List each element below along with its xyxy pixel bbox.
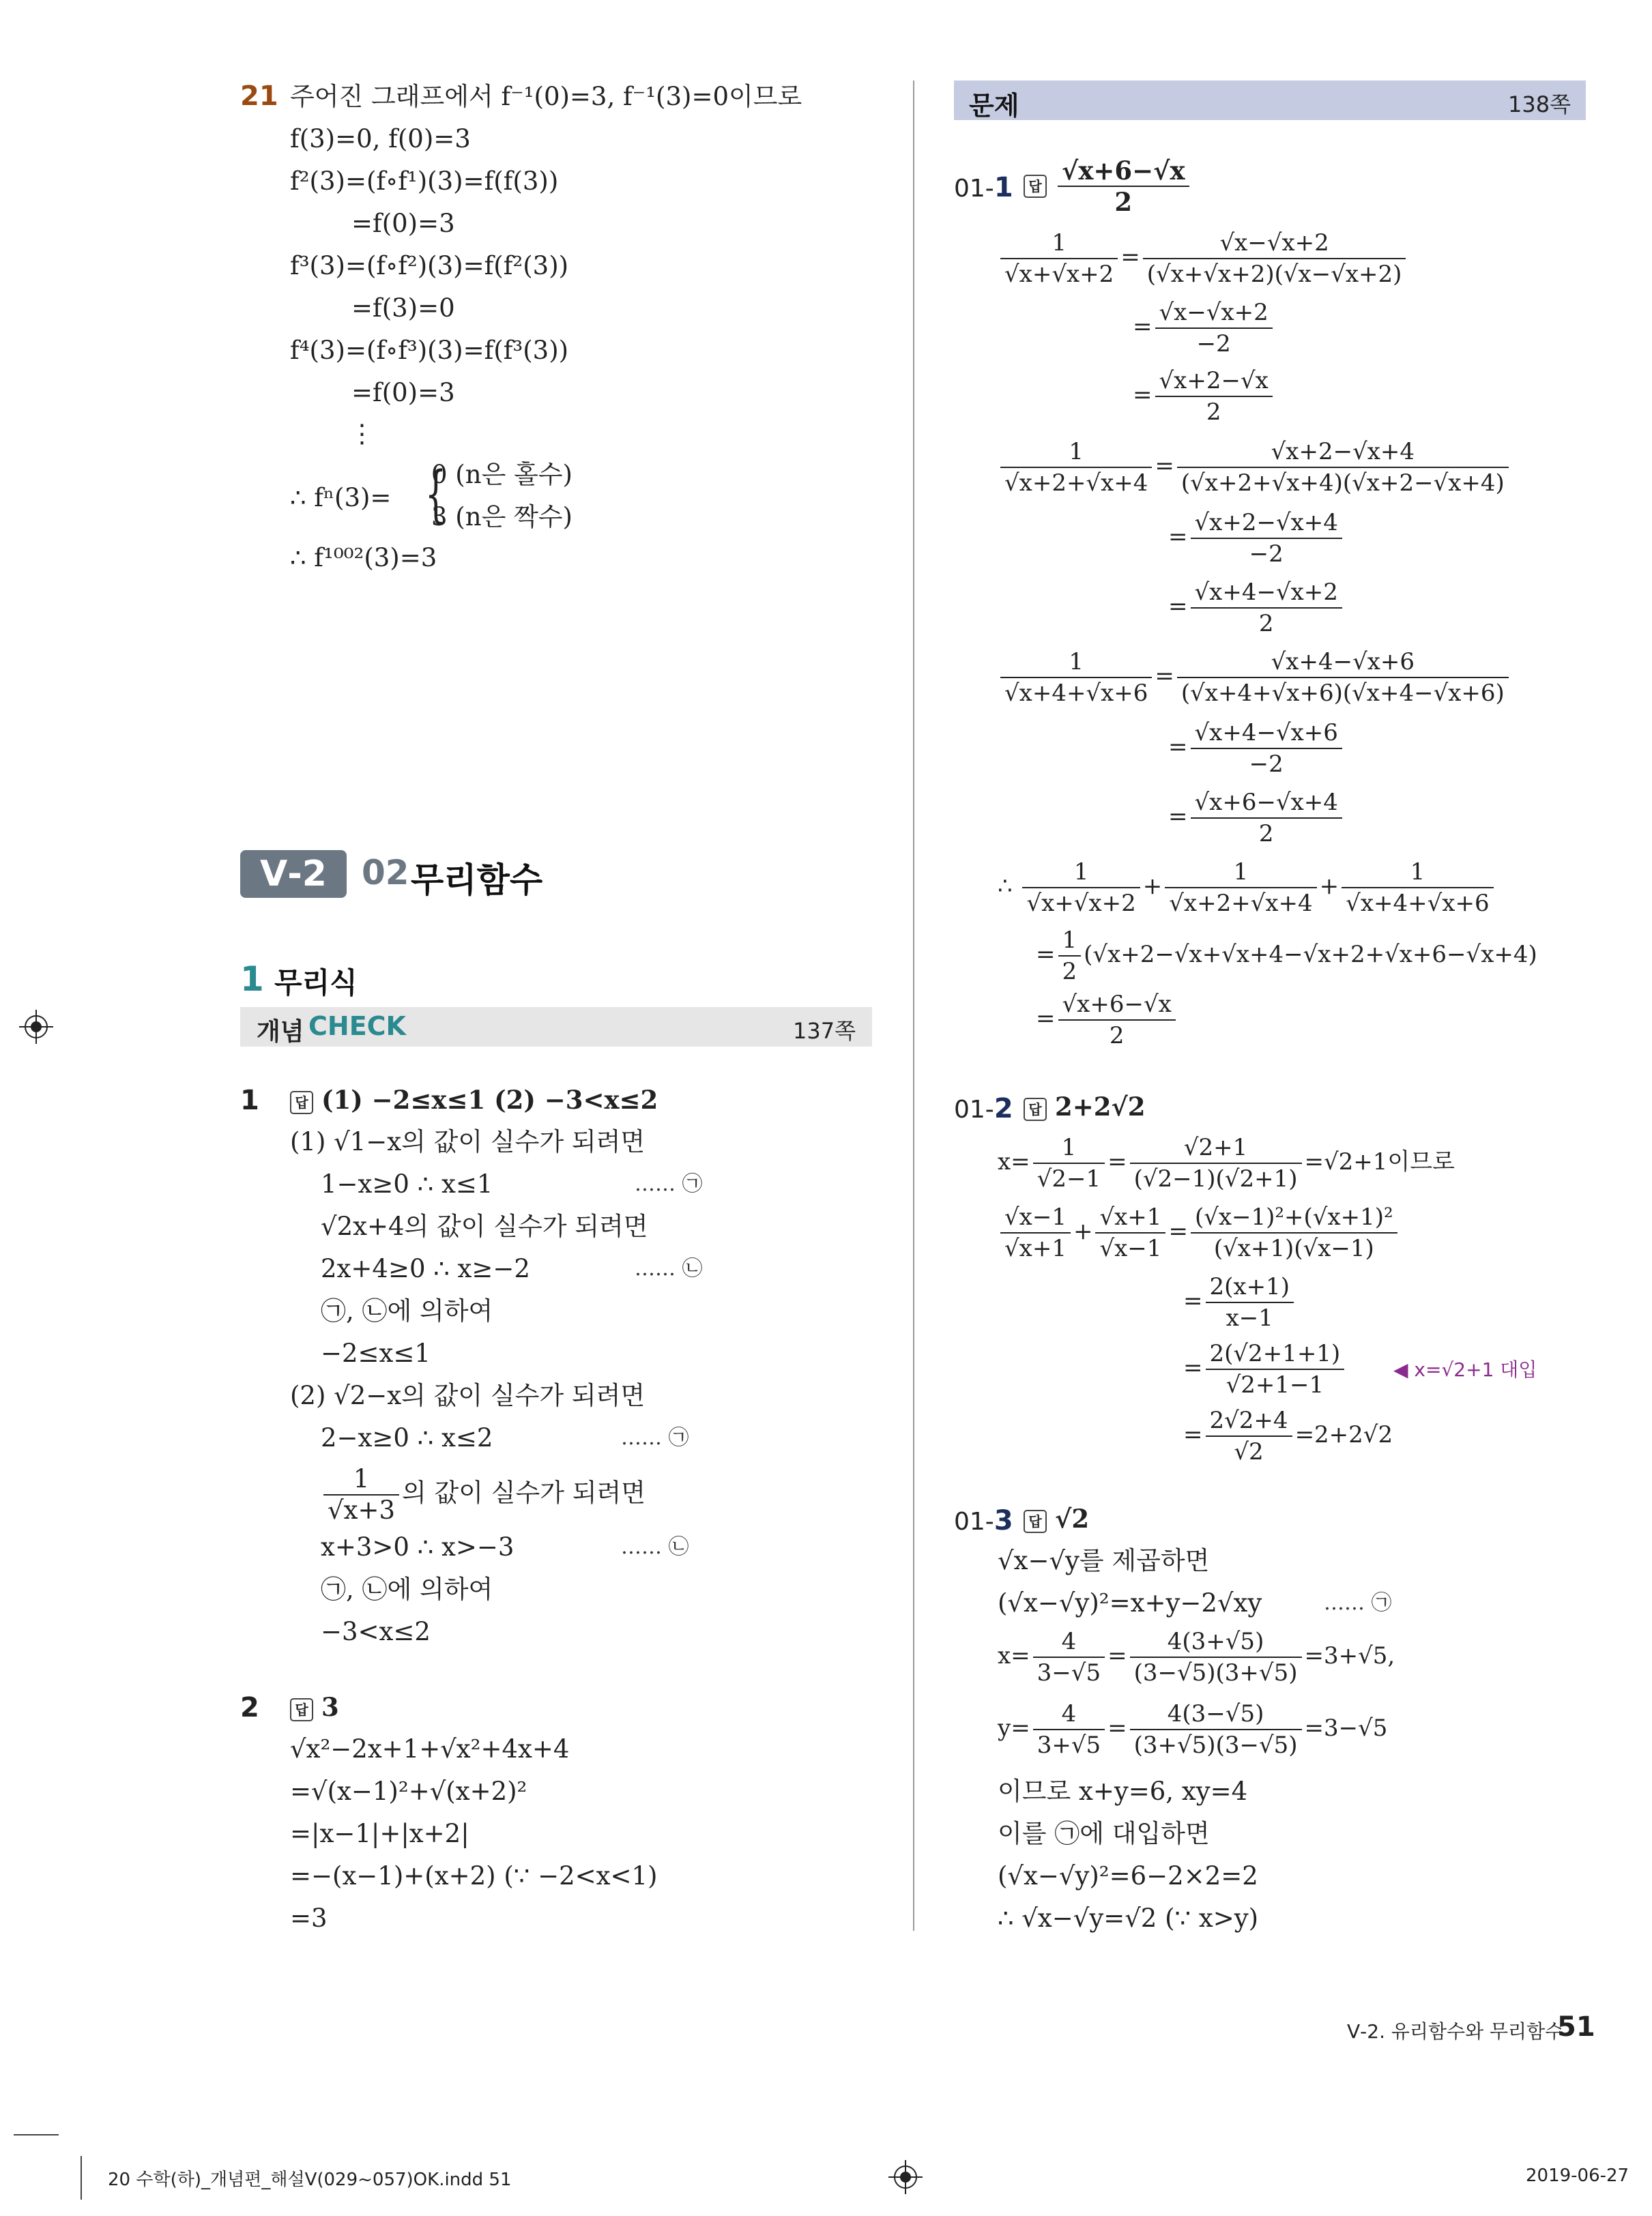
equation-row: $\frac{1}{√x+4+√x+6}$ = $\frac{√x+4-√x+6}{(√x+4+√x+6)(√x+4-√x+6)}$ [998,647,1511,708]
vertical-ellipsis: ⋮ [349,419,375,448]
math-line: (√x−√y)²=6−2×2=2 [998,1861,1258,1891]
equation-row: = $\frac{√x+2-√x+4}{-2}$ [1168,508,1345,569]
math-line: =|x−1|+|x+2| [290,1819,469,1848]
text-line: 주어진 그래프에서 f⁻¹(0)=3, f⁻¹(3)=0이므로 [290,82,802,111]
case-line: 0 (n은 홀수) [431,460,573,489]
text-line: ㉠, ㉡에 의하여 [321,1296,493,1326]
math-line: 2x+4≥0 ∴ x≥−2 [321,1254,530,1283]
equation-row: $\frac{1}{√x+2+√x+4}$ = $\frac{√x+2-√x+4}{(√x+2+√x+4)(√x+2-√x+4)}$ [998,437,1511,498]
column-divider [913,81,914,1931]
math-line: 2−x≥0 ∴ x≤2 [321,1423,493,1453]
crop-mark [14,2134,59,2135]
equation-row: = $\frac{√x-√x+2}{-2}$ [1133,297,1275,359]
math-line: ∴ fⁿ(3)= [290,483,392,512]
page-number: 51 [1557,2011,1595,2043]
problem-label: 01-2 [954,1093,1013,1124]
problem-label: 01-1 [954,172,1013,203]
concept-check-bar [240,1007,872,1047]
label-mark: …… ㉠ [1324,1591,1392,1615]
text-line: (2) √2−x의 값이 실수가 되려면 [290,1381,646,1410]
math-line: f⁴(3)=(f∘f³)(3)=f(f³(3)) [290,336,569,365]
text-line: 이를 ㉠에 대입하면 [998,1819,1210,1848]
equation-row: = $\frac{2√2+4}{√2}$ =2+2√2 [1183,1407,1393,1466]
brace-icon: { [424,458,447,530]
text-line: √x−√y를 제곱하면 [998,1546,1210,1575]
text-line: ㉠, ㉡에 의하여 [321,1575,493,1604]
math-line: f³(3)=(f∘f²)(3)=f(f²(3)) [290,251,569,280]
equation-row: = $\frac{√x+4-√x+6}{-2}$ [1168,718,1345,779]
equation-row: = $\frac{√x+2-√x}{2}$ [1133,366,1275,427]
answer-icon: 답 [1024,1510,1047,1533]
hint-note: ◀ x=√2+1 대입 [1393,1358,1537,1381]
math-line: =f(3)=0 [351,293,455,323]
math-line: ∴ √x−√y=√2 (∵ x>y) [998,1904,1259,1933]
registration-mark-icon [19,1010,53,1044]
answer-line [1024,1090,1146,1123]
problem-number: 1 [240,1085,259,1116]
text-line: √2x+4의 값이 실수가 되려면 [321,1212,648,1241]
math-line: −3<x≤2 [321,1617,431,1646]
equation-row: = $\frac{2(x+1)}{x-1}$ [1183,1272,1296,1333]
answer-text: 3 [321,1692,339,1722]
math-line: =f(0)=3 [351,378,455,407]
equation-row: $\frac{1}{√x+√x+2}$ = $\frac{√x-√x+2}{(√x+√x+2)(√x-√x+2)}$ [998,228,1408,289]
page-ref: 138쪽 [1508,91,1571,117]
subsection-title: 무리식 [274,966,358,1000]
answer-line [290,1691,339,1723]
equation-row: $\frac{√x-1}{√x+1}$ + $\frac{√x+1}{√x-1}$ = $\frac{\text{(√x−1)²+(√x+1)²}}{(√x+1)(√x-1)}$ [998,1202,1400,1264]
text-line: 이므로 x+y=6, xy=4 [998,1777,1248,1806]
equation-row: = $\frac{√x+6-√x+4}{2}$ [1168,787,1345,849]
header-title: 문제 [969,91,1019,121]
problem-number: 2 [240,1692,259,1723]
math-line: =f(0)=3 [351,209,455,238]
answer-icon: 답 [290,1698,313,1721]
answer-text: 2+2√2 [1055,1092,1146,1122]
equation-row: x= $\frac{1}{√2-1}$ = $\frac{√2+1}{(√2-1)(√2+1)}$ =√2+1이므로 [998,1134,1455,1193]
print-date: 2019-06-27 [1526,2166,1629,2186]
half-row: = $\frac{1}{2}$ (√x+2−√x+√x+4−√x+2+√x+6−√x+4) [1036,927,1537,985]
problem-header-bar [954,81,1586,120]
label-mark: …… ㉡ [635,1257,703,1281]
label-mark: …… ㉡ [621,1535,689,1559]
fraction-line: $\frac{1}{√x+3}$ 의 값이 실수가 되려면 [321,1464,646,1526]
equation-row: y= $\frac{4}{3+√5}$ = $\frac{4(3-√5)}{(3+√5)(3-√5)}$ =3−√5 [998,1700,1388,1759]
equation-row: = $\frac{2(√2+1+1)}{√2+1-1}$ [1183,1339,1347,1400]
problem-number: 21 [240,81,278,112]
text-line: (1) √1−x의 값이 실수가 되려면 [290,1127,646,1156]
check-label: CHECK [308,1011,406,1041]
math-line: √x²−2x+1+√x²+4x+4 [290,1734,570,1764]
label-mark: …… ㉠ [635,1172,703,1196]
sum-row: ∴ $\frac{1}{√x+√x+2}$ + $\frac{1}{√x+2+√x+4}$ + $\frac{1}{√x+4+√x+6}$ [998,857,1496,918]
answer-line [1024,1502,1089,1535]
case-line: 3 (n은 짝수) [431,502,573,531]
math-line: f²(3)=(f∘f¹)(3)=f(f(3)) [290,166,559,196]
page-ref: 137쪽 [793,1018,856,1044]
math-line: x+3>0 ∴ x>−3 [321,1532,515,1562]
answer-line: 답 $\frac{√x+6-√x}{2}$ [1024,156,1192,217]
answer-line [290,1083,658,1116]
answer-icon: 답 [1024,175,1047,198]
math-line: =3 [290,1904,328,1933]
equation-row: x= $\frac{4}{3-√5}$ = $\frac{4(3+√5)}{(3-√5)(3+√5)}$ =3+√5, [998,1628,1395,1687]
problem-label: 01-3 [954,1505,1013,1536]
answer-icon: 답 [1024,1098,1047,1121]
section-badge-label: Ⅴ-2 [259,854,327,894]
math-line: =√(x−1)²+√(x+2)² [290,1777,527,1806]
math-line: ∴ f¹⁰⁰²(3)=3 [290,543,437,572]
final-row: = $\frac{√x+6-√x}{2}$ [1036,989,1178,1051]
math-line: 1−x≥0 ∴ x≤1 [321,1169,493,1199]
math-line: (√x−√y)²=x+y−2√xy [998,1588,1262,1618]
math-line: −2≤x≤1 [321,1339,431,1368]
label-mark: …… ㉠ [621,1426,689,1450]
answer-text: (1) −2≤x≤1 (2) −3<x≤2 [321,1085,658,1115]
registration-mark-icon [888,2160,923,2194]
crop-mark [81,2156,82,2200]
chapter-footer: Ⅴ-2. 유리함수와 무리함수 [1347,2020,1564,2043]
subsection-number: 1 [240,959,264,999]
equation-row: = $\frac{√x+4-√x+2}{2}$ [1168,577,1345,639]
math-line: f(3)=0, f(0)=3 [290,124,471,154]
section-badge [240,850,347,898]
concept-label: 개념 [257,1018,304,1046]
section-number: 02 [362,853,409,892]
math-line: =−(x−1)+(x+2) (∵ −2<x<1) [290,1861,658,1891]
file-slug: 20 수학(하)_개념편_해설Ⅴ(029~057)OK.indd 51 [108,2170,512,2190]
answer-text: √2 [1055,1504,1090,1534]
answer-icon: 답 [290,1091,313,1114]
section-title: 무리함수 [411,860,543,900]
